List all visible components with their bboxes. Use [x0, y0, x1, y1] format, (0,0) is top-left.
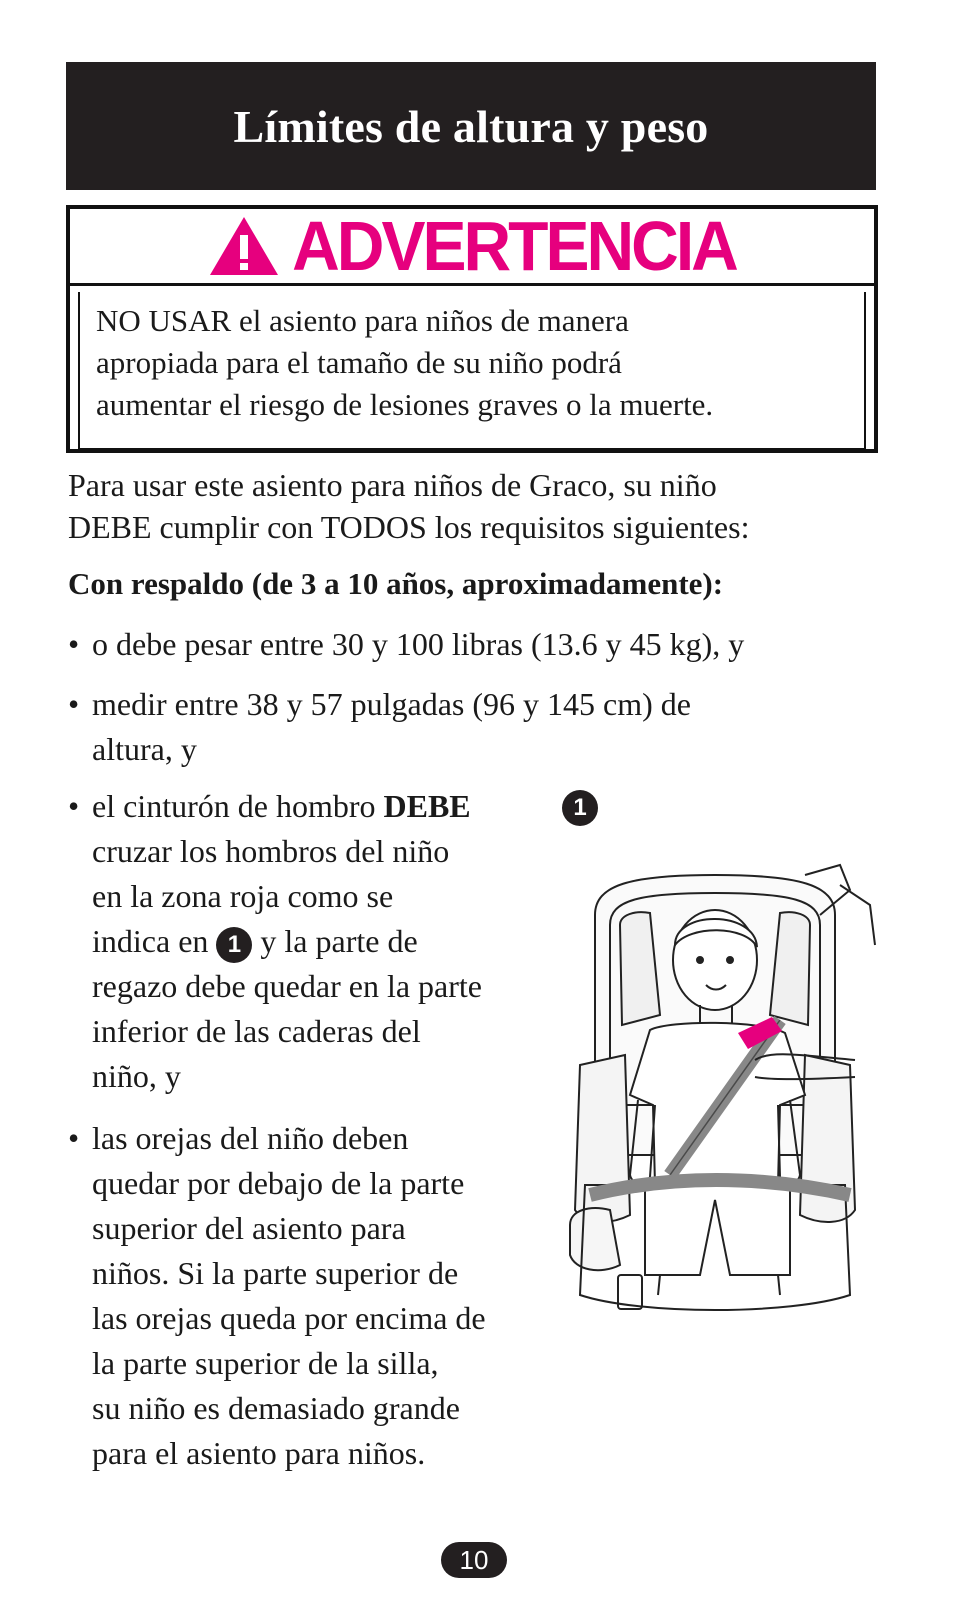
bullet-dot: •: [68, 1120, 80, 1156]
intro-line: DEBE cumplir con TODOS los requisitos siguientes:: [68, 509, 750, 545]
warning-triangle-icon: [208, 215, 280, 277]
warning-box: [66, 205, 878, 453]
bullet-text: y la parte de: [252, 923, 418, 959]
bullet-line: niños. Si la parte superior de: [92, 1255, 459, 1291]
figure-reference-number: 1: [216, 927, 252, 963]
bullet-line: para el asiento para niños.: [92, 1435, 426, 1471]
bullet-line: las orejas del niño deben: [92, 1120, 409, 1156]
bullet-line: [92, 919, 482, 964]
bullet-line: inferior de las caderas del: [92, 1013, 421, 1049]
bullet-ears: [68, 1116, 486, 1476]
warning-header: [70, 209, 874, 286]
bullet-line: su niño es demasiado grande: [92, 1390, 460, 1426]
bullet-dot: •: [68, 788, 80, 824]
warning-line: NO USAR el asiento para niños de manera: [96, 303, 629, 338]
bullet-dot: •: [68, 626, 80, 662]
bullet-line: altura, y: [92, 731, 197, 767]
bullet-line: regazo debe quedar en la parte: [92, 968, 482, 1004]
bullet-weight: [68, 622, 744, 667]
bullet-line: medir entre 38 y 57 pulgadas (96 y 145 cm) de: [92, 686, 691, 722]
bullet-line: [92, 784, 482, 829]
bullet-text: indica en: [92, 923, 217, 959]
bullet-height: [68, 682, 691, 772]
bullet-line: o debe pesar entre 30 y 100 libras (13.6 y 45 kg), y: [92, 626, 745, 662]
bullet-belt: [68, 784, 482, 1099]
warning-title: ADVERTENCIA: [292, 207, 736, 285]
section-subheading: Con respaldo (de 3 a 10 años, aproximadamente):: [68, 566, 724, 601]
bullet-emphasis: DEBE: [383, 788, 471, 824]
intro-line: Para usar este asiento para niños de Graco, su niño: [68, 467, 717, 503]
bullet-line: niño, y: [92, 1058, 181, 1094]
figure-number: 1: [562, 790, 598, 826]
child-in-booster-seat-illustration: [550, 855, 880, 1320]
bullet-text: el cinturón de hombro: [92, 788, 384, 824]
bullet-line: cruzar los hombros del niño: [92, 833, 450, 869]
bullet-line: las orejas queda por encima de: [92, 1300, 486, 1336]
page-header: [66, 62, 876, 190]
page-number: 10: [441, 1542, 507, 1578]
warning-line: apropiada para el tamaño de su niño podrá: [96, 345, 622, 380]
bullet-line: en la zona roja como se: [92, 878, 394, 914]
warning-text: [78, 292, 866, 450]
warning-line: aumentar el riesgo de lesiones graves o la muerte.: [96, 387, 714, 422]
page-title: Límites de altura y peso: [233, 100, 709, 152]
bullet-dot: •: [68, 686, 80, 722]
intro-paragraph: [68, 464, 749, 548]
bullet-line: la parte superior de la silla,: [92, 1345, 439, 1381]
bullet-line: superior del asiento para: [92, 1210, 406, 1246]
bullet-line: quedar por debajo de la parte: [92, 1165, 465, 1201]
